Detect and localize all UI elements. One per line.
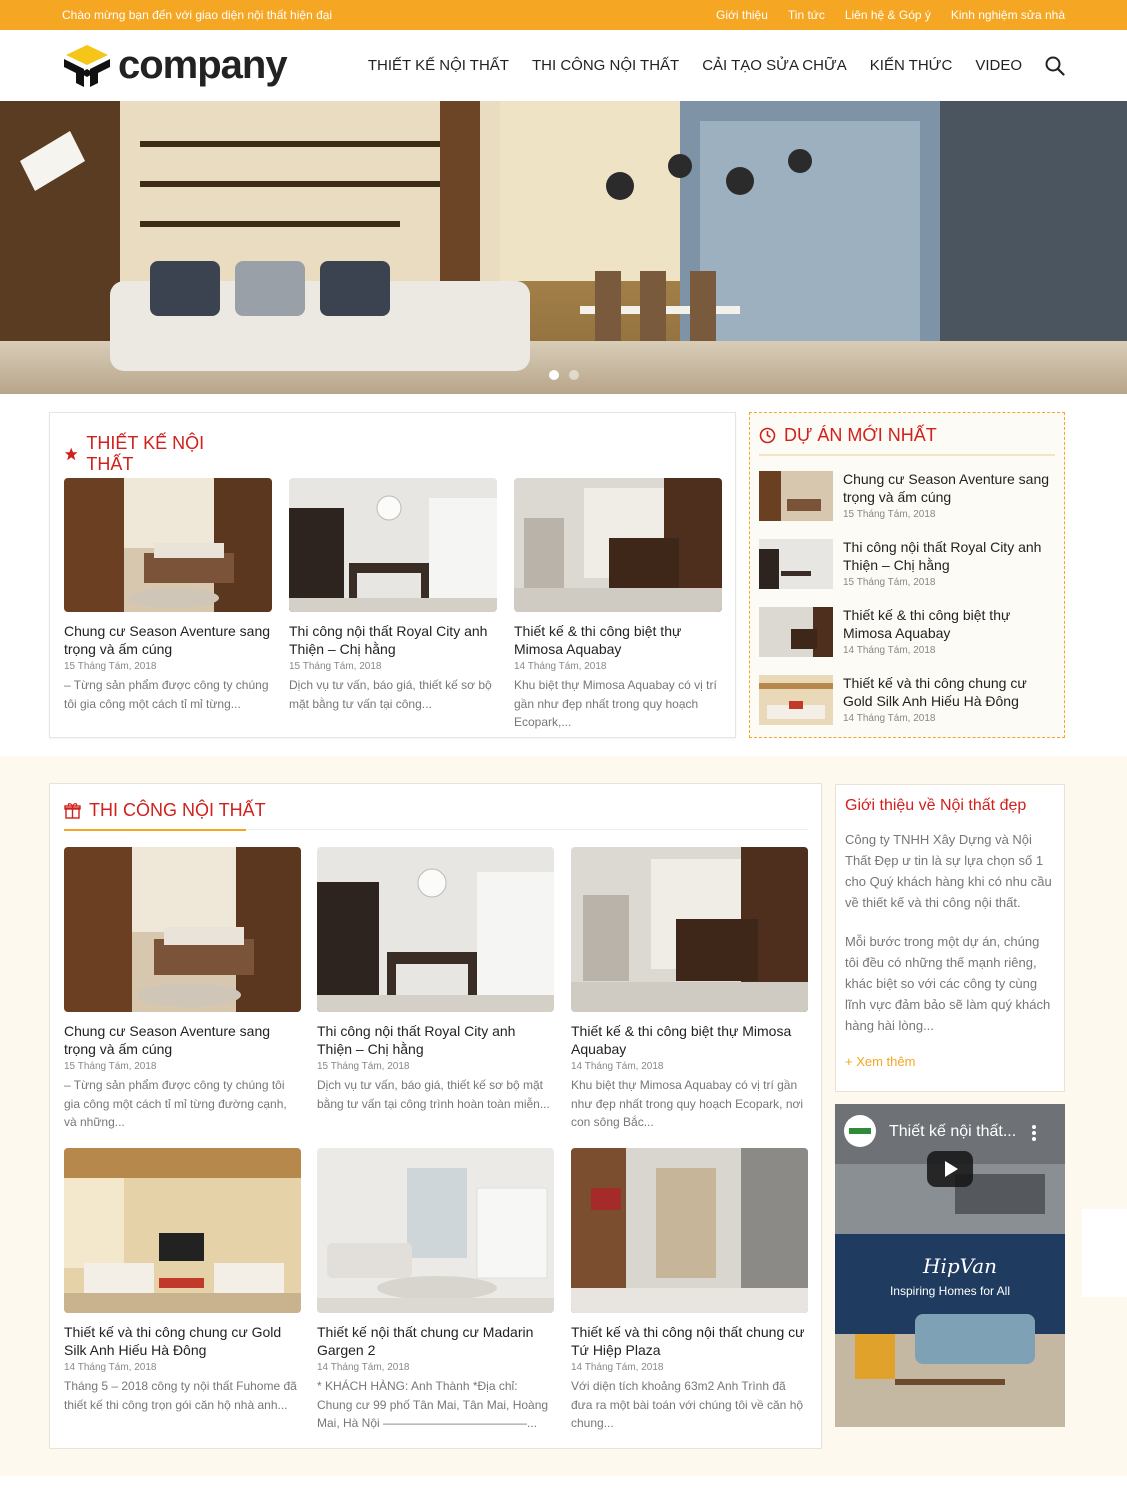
interior-construction-section [49,783,822,1449]
welcome-text: Chào mừng bạn đến với giao diện nội thất hiện đại [62,8,333,22]
top-link-experience[interactable]: Kinh nghiệm sửa nhà [950,8,1065,22]
post-date: 15 Tháng Tám, 2018 [64,1061,157,1072]
list-title[interactable]: Thiết kế & thi công biệt thự Mimosa Aquabay [843,607,1011,641]
list-title[interactable]: Thiết kế và thi công chung cư Gold Silk Anh Hiếu Hà Đông [843,675,1027,709]
post-date: 14 Tháng Tám, 2018 [571,1362,664,1373]
section-header [64,800,808,830]
list-thumbnail[interactable] [759,539,833,589]
post-thumbnail[interactable] [64,847,301,1012]
list-thumbnail[interactable] [759,607,833,657]
post-date: 14 Tháng Tám, 2018 [317,1362,410,1373]
post-title[interactable]: Thiết kế nội thất chung cư Madarin Gargen 2 [317,1324,534,1358]
video-title[interactable]: Thiết kế nội thất... [889,1123,1017,1140]
post-date: 15 Tháng Tám, 2018 [64,661,157,672]
main-nav [368,56,1065,76]
post-image [571,1148,808,1313]
hero-image [0,101,1127,394]
post-image [571,847,808,1012]
list-thumbnail[interactable] [759,675,833,725]
post-card[interactable] [571,847,808,1132]
list-date: 15 Tháng Tám, 2018 [843,577,936,588]
hero-slider[interactable] [0,101,1127,394]
top-link-about[interactable]: Giới thiệu [716,8,768,22]
widget-title: DỰ ÁN MỚI NHẤT [784,425,937,445]
post-card[interactable] [317,1148,554,1433]
post-excerpt: – Từng sản phẩm được công ty chúng tôi gia công một cách tỉ mỉ từng đường cạnh, và những... [64,1078,287,1129]
nav-interior-construction[interactable]: THI CÔNG NỘI THẤT [531,57,680,74]
post-card[interactable] [64,1148,301,1414]
post-excerpt: – Từng sản phẩm được công ty chúng tôi gia công một cách tỉ mỉ từng... [64,678,269,711]
about-paragraph: Mỗi bước trong một dự án, chúng tôi đều có những thế mạnh riêng, khác biệt so với các công ty cùng lĩnh vực đảm bảo sẽ làm quý khách hàng hài lòng... [845,934,1051,1033]
post-image [64,1148,301,1313]
post-card[interactable] [571,1148,808,1433]
list-item[interactable] [759,675,1055,725]
post-card[interactable] [289,478,497,713]
post-date: 15 Tháng Tám, 2018 [317,1061,410,1072]
star-icon [64,446,78,462]
post-title[interactable]: Thi công nội thất Royal City anh Thiện – Chị hằng [289,623,488,657]
post-date: 14 Tháng Tám, 2018 [571,1061,664,1072]
about-paragraph: Công ty TNHH Xây Dựng và Nội Thất Đẹp ư tin là sự lựa chọn số 1 cho Quý khách hàng khi có nhu cầu về thiết kế và thi công nội thất. [845,832,1052,910]
post-thumbnail[interactable] [64,478,272,612]
nav-interior-design[interactable]: THIẾT KẾ NỘI THẤT [367,57,509,74]
latest-projects-widget [749,412,1065,738]
post-excerpt: * KHÁCH HÀNG: Anh Thành *Địa chỉ: Chung cư 99 phố Tân Mai, Tân Mai, Hoàng Mai, Hà Nội ————————————... [317,1379,549,1430]
nav-renovation[interactable]: CẢI TẠO SỬA CHỮA [702,57,847,74]
post-excerpt: Tháng 5 – 2018 công ty nội thất Fuhome đã thiết kế thi công trọn gói căn hộ nhà anh... [64,1379,297,1412]
post-excerpt: Dịch vụ tư vấn, báo giá, thiết kế sơ bộ mặt bằng tư vấn tại công trình hoàn toàn miễn... [317,1078,550,1111]
post-title[interactable]: Thiết kế & thi công biệt thự Mimosa Aquabay [514,623,682,657]
clock-icon [759,427,776,444]
search-icon[interactable] [1045,56,1065,76]
more-options-icon[interactable] [1031,1124,1037,1142]
post-excerpt: Với diện tích khoảng 63m2 Anh Trình đã đưa ra một bài toán với chúng tôi về căn hộ chung... [571,1379,804,1430]
post-card[interactable] [64,478,272,713]
post-thumbnail[interactable] [64,1148,301,1313]
post-date: 15 Tháng Tám, 2018 [289,661,382,672]
list-date: 15 Tháng Tám, 2018 [843,509,936,520]
post-thumbnail[interactable] [317,1148,554,1313]
logo-text: company [118,43,287,87]
post-date: 14 Tháng Tám, 2018 [64,1362,157,1373]
section-title: THIẾT KẾ NỘI THẤT [86,433,205,474]
play-icon[interactable] [927,1151,973,1187]
post-title[interactable]: Thiết kế và thi công chung cư Gold Silk Anh Hiếu Hà Đông [64,1324,282,1358]
list-date: 14 Tháng Tám, 2018 [843,713,936,724]
post-title[interactable]: Thiết kế và thi công nội thất chung cư Tứ Hiệp Plaza [571,1324,805,1358]
video-tagline: Inspiring Homes for All [889,1284,1011,1298]
top-link-news[interactable]: Tin tức [787,8,825,22]
slider-dot[interactable] [569,370,579,380]
post-thumbnail[interactable] [317,847,554,1012]
header [0,30,1127,101]
post-thumbnail[interactable] [571,1148,808,1313]
nav-video[interactable]: VIDEO [975,57,1022,74]
video-embed[interactable] [835,1104,1065,1427]
post-card[interactable] [64,847,301,1132]
slider-dot[interactable] [549,370,559,380]
logo-icon [62,43,112,89]
top-links [716,8,1065,22]
interior-design-section [49,412,736,738]
post-title[interactable]: Chung cư Season Aventure sang trọng và ấm cúng [64,1023,271,1057]
section-title: THI CÔNG NỘI THẤT [89,800,266,820]
list-item[interactable] [759,539,1055,589]
post-image [289,478,497,612]
list-thumbnail[interactable] [759,471,833,521]
post-card[interactable] [317,847,554,1113]
post-image [64,847,301,1012]
post-excerpt: Khu biệt thự Mimosa Aquabay có vị trí gần như đẹp nhất trong quy hoạch Ecopark,... [514,678,717,729]
list-item[interactable] [759,607,1055,657]
post-date: 14 Tháng Tám, 2018 [514,661,607,672]
logo[interactable] [62,43,287,89]
post-thumbnail[interactable] [514,478,722,612]
list-title[interactable]: Thi công nội thất Royal City anh Thiện – Chị hằng [843,539,1042,573]
post-image [317,847,554,1012]
about-widget [835,784,1065,1092]
post-thumbnail[interactable] [571,847,808,1012]
gift-icon [64,802,81,819]
post-excerpt: Dịch vụ tư vấn, báo giá, thiết kế sơ bộ mặt bằng tư vấn tại công... [289,678,492,711]
post-image [317,1148,554,1313]
post-title[interactable]: Chung cư Season Aventure sang trọng và ấm cúng [64,623,271,657]
widget-header [759,425,1055,456]
post-excerpt: Khu biệt thự Mimosa Aquabay có vị trí gần như đẹp nhất trong quy hoạch Ecopark, nơi con sông Bắc... [571,1078,804,1129]
nav-knowledge[interactable]: KIẾN THỨC [869,57,953,74]
list-item[interactable] [759,471,1055,521]
post-title[interactable]: Thi công nội thất Royal City anh Thiện – Chị hằng [317,1023,516,1057]
post-image [514,478,722,612]
list-date: 14 Tháng Tám, 2018 [843,645,936,656]
post-thumbnail[interactable] [289,478,497,612]
post-card[interactable] [514,478,722,732]
side-panel [1082,1209,1127,1297]
list-title[interactable]: Chung cư Season Aventure sang trọng và ấm cúng [843,471,1050,505]
video-brand: HipVan [923,1254,998,1278]
post-image [64,478,272,612]
about-title: Giới thiệu về Nội thất đẹp [845,797,1027,814]
top-bar [0,0,1127,30]
top-link-contact[interactable]: Liên hệ & Góp ý [844,8,931,22]
slider-dots [549,370,579,380]
channel-avatar-icon[interactable] [843,1114,877,1148]
post-title[interactable]: Thiết kế & thi công biệt thự Mimosa Aquabay [571,1023,792,1057]
read-more-link[interactable]: + Xem thêm [845,1054,916,1069]
